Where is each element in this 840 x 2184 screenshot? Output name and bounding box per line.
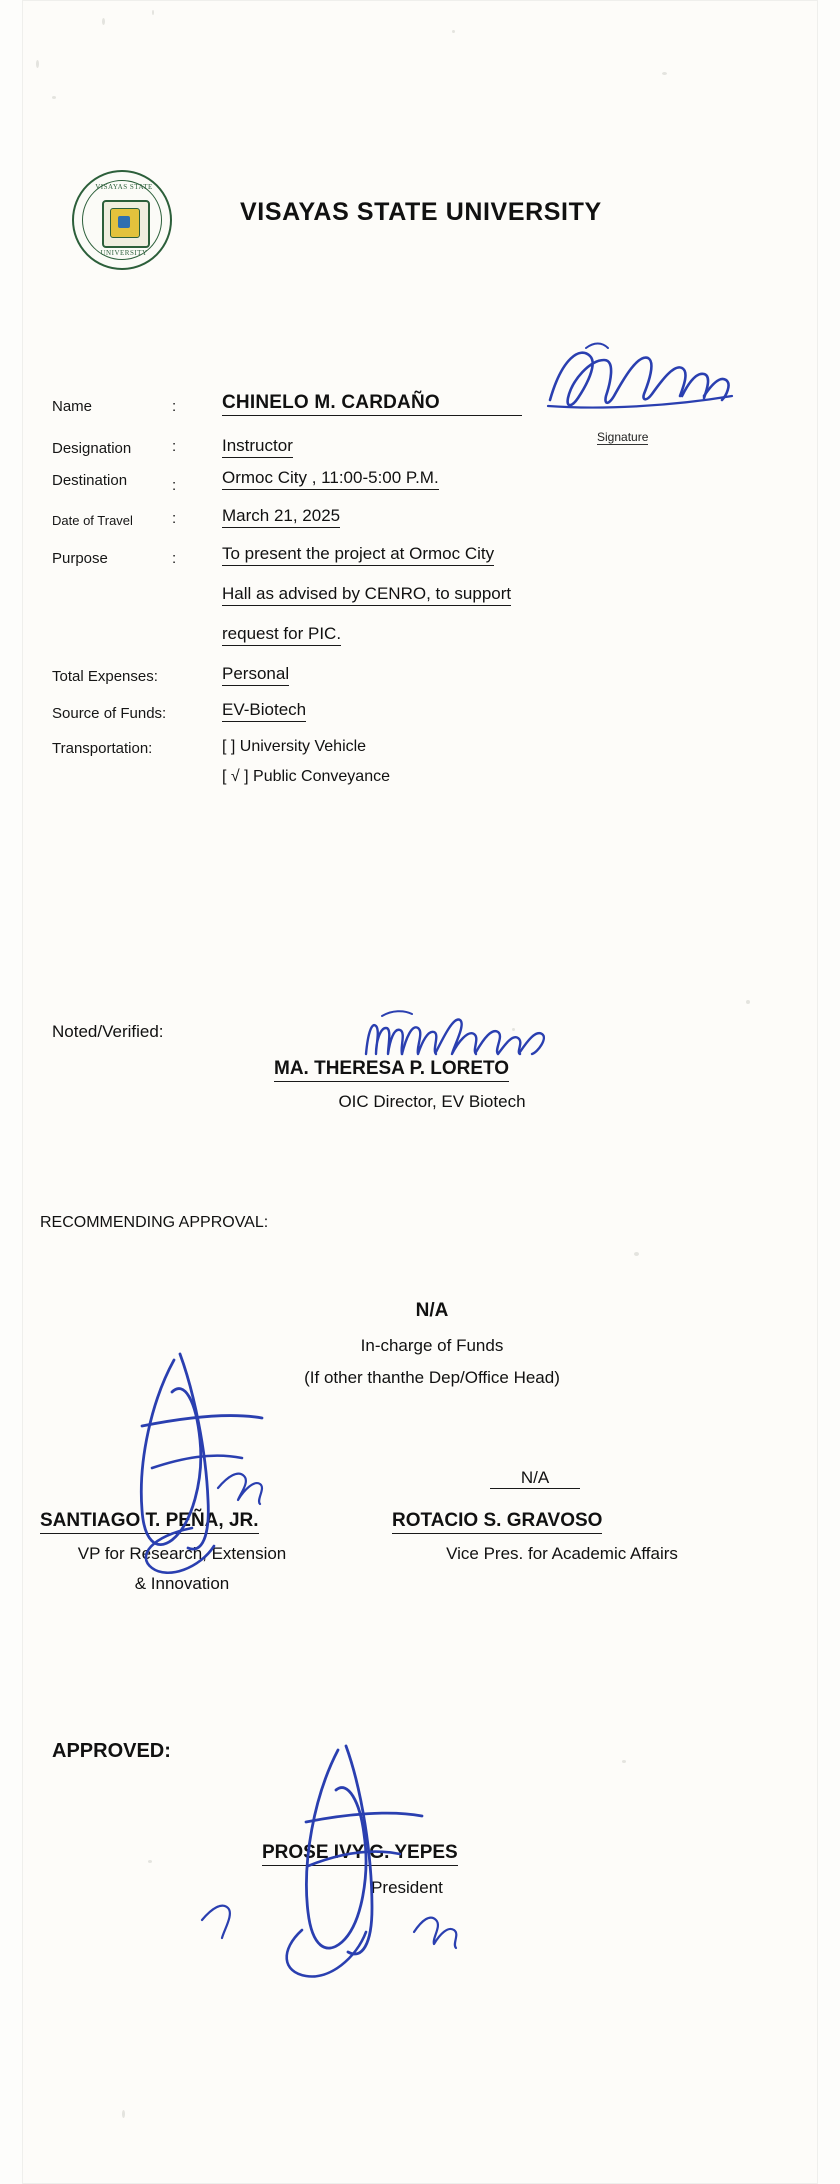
scanned-form	[22, 0, 818, 2184]
field-label-name: Name	[52, 398, 93, 415]
field-value-date-of-travel: March 21, 2025	[222, 506, 340, 528]
field-value-purpose-line1: To present the project at Ormoc City	[222, 544, 494, 566]
scan-speck	[746, 1000, 750, 1004]
scan-speck	[152, 10, 154, 15]
signatory-title-pena-line2: & Innovation	[134, 1574, 230, 1593]
field-value-purpose-line3: request for PIC.	[222, 624, 341, 646]
transportation-option-label-university-vehicle: University Vehicle	[239, 738, 367, 755]
in-charge-of-funds-line2: (If other thanthe Dep/Office Head)	[304, 1368, 560, 1387]
field-colon-purpose: :	[172, 550, 177, 567]
field-value-name: CHINELO M. CARDAÑO	[222, 392, 522, 416]
noted-verified-name: MA. THERESA P. LORETO	[274, 1058, 509, 1082]
field-value-purpose-line2: Hall as advised by CENRO, to support	[222, 584, 511, 606]
signatory-title-pena-line1: VP for Research, Extension	[77, 1544, 287, 1563]
field-value-total-expenses: Personal	[222, 664, 289, 686]
field-label-transportation: Transportation:	[52, 740, 153, 757]
field-label-total-expenses: Total Expenses:	[52, 668, 158, 685]
scan-speck	[512, 1028, 515, 1031]
seal-bottom-text: UNIVERSITY	[100, 249, 148, 257]
field-value-designation: Instructor	[222, 436, 293, 458]
field-label-designation: Designation	[52, 440, 132, 457]
in-charge-of-funds-line1: In-charge of Funds	[360, 1336, 504, 1355]
signatory-na-gravoso: N/A	[490, 1468, 580, 1489]
university-seal-icon	[72, 170, 172, 270]
scan-speck	[52, 96, 56, 99]
transportation-option-university-vehicle[interactable]	[222, 738, 366, 756]
noted-verified-label: Noted/Verified:	[52, 1022, 164, 1041]
approved-name: PROSE IVY G. YEPES	[262, 1842, 458, 1866]
field-colon-destination: :	[172, 477, 177, 494]
transportation-option-label-public-conveyance: Public Conveyance	[253, 768, 390, 785]
handwritten-signature-cardano	[542, 340, 742, 430]
field-colon-date: :	[172, 510, 177, 527]
signatory-title-gravoso: Vice Pres. for Academic Affairs	[446, 1544, 678, 1563]
signature-caption: Signature	[597, 430, 649, 444]
field-label-destination: Destination	[52, 472, 128, 489]
field-colon-name: :	[172, 398, 177, 415]
scan-speck	[36, 60, 39, 68]
in-charge-of-funds-na: N/A	[415, 1300, 449, 1321]
scan-speck	[148, 1860, 152, 1863]
approved-label: APPROVED:	[52, 1740, 171, 1762]
field-label-purpose: Purpose	[52, 550, 108, 567]
signatory-name-pena: SANTIAGO T. PEÑA, JR.	[40, 1510, 259, 1534]
field-label-date-of-travel: Date of Travel	[52, 513, 133, 528]
scan-speck	[452, 30, 455, 33]
checkbox-public-conveyance[interactable]: [ √ ]	[222, 768, 249, 785]
noted-verified-title: OIC Director, EV Biotech	[338, 1092, 526, 1111]
scan-speck	[622, 1760, 626, 1763]
scan-speck	[634, 1252, 639, 1256]
scan-speck	[102, 18, 105, 25]
approved-title: President	[371, 1878, 443, 1897]
recommending-approval-label: RECOMMENDING APPROVAL:	[40, 1214, 269, 1231]
signatory-name-gravoso: ROTACIO S. GRAVOSO	[392, 1510, 602, 1534]
document-header	[22, 170, 818, 280]
seal-top-text: VISAYAS STATE	[95, 183, 153, 191]
field-value-destination: Ormoc City , 11:00-5:00 P.M.	[222, 468, 439, 490]
field-label-source-of-funds: Source of Funds:	[52, 705, 167, 722]
checkbox-university-vehicle[interactable]: [ ]	[222, 738, 236, 755]
scan-speck	[122, 2110, 125, 2118]
scan-speck	[662, 72, 667, 75]
field-value-source-of-funds: EV-Biotech	[222, 700, 306, 722]
organization-name: VISAYAS STATE UNIVERSITY	[240, 198, 602, 226]
field-colon-designation: :	[172, 438, 177, 455]
transportation-option-public-conveyance[interactable]	[222, 768, 390, 786]
